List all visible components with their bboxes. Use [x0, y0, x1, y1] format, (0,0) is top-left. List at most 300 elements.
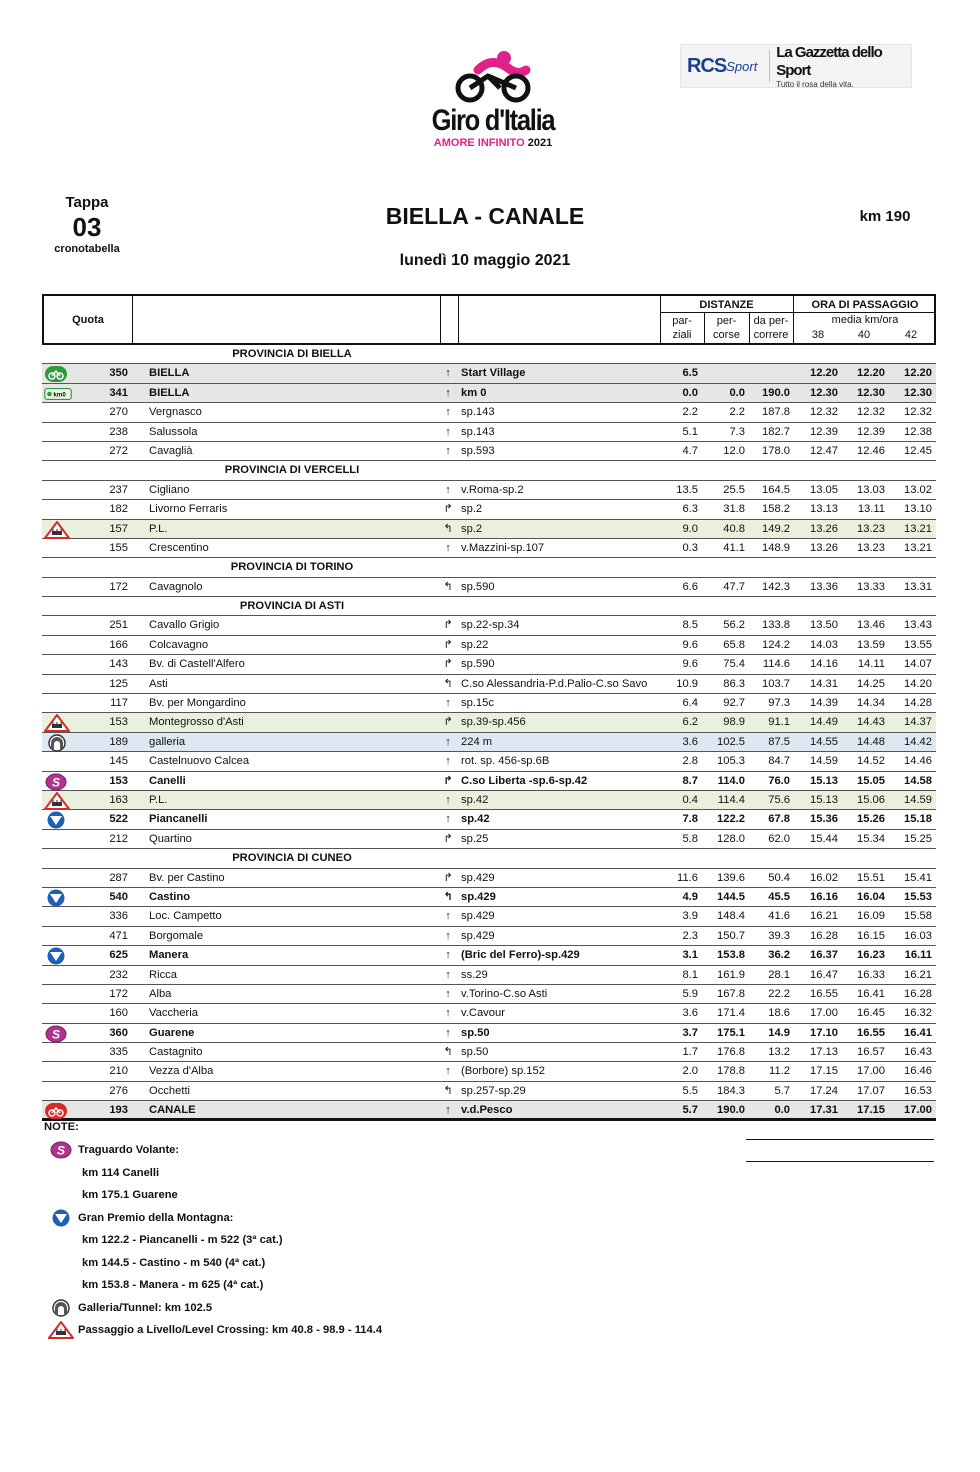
covered-distance-cell: 161.9 — [717, 968, 745, 981]
location-cell: Livorno Ferraris — [149, 503, 228, 516]
time-38-cell: 13.50 — [810, 619, 838, 632]
time-42-cell: 14.07 — [904, 658, 932, 671]
road-cell: sp.143 — [461, 406, 495, 419]
time-42-cell: 12.20 — [904, 367, 932, 380]
altitude-cell: 336 — [109, 910, 128, 923]
time-38-cell: 16.02 — [810, 871, 838, 884]
time-40-cell: 13.11 — [857, 503, 885, 516]
time-40-cell: 15.34 — [857, 832, 885, 845]
time-42-cell: 16.46 — [904, 1065, 932, 1078]
altitude-cell: 232 — [109, 968, 128, 981]
direction-arrow-icon: ↰ — [443, 677, 453, 690]
col-speed-38: 38 — [811, 329, 825, 341]
time-38-cell: 14.16 — [810, 658, 838, 671]
altitude-cell: 540 — [109, 890, 128, 903]
partial-distance-cell: 0.3 — [682, 541, 698, 554]
rcs-sport-text: Sport — [726, 58, 758, 74]
remaining-distance-cell: 97.3 — [768, 697, 790, 710]
altitude-cell: 625 — [109, 949, 128, 962]
time-42-cell: 15.58 — [904, 910, 932, 923]
province-name: PROVINCIA DI CUNEO — [232, 852, 352, 865]
partial-distance-cell: 8.1 — [682, 968, 698, 981]
partial-distance-cell: 6.5 — [682, 367, 698, 380]
table-row — [42, 752, 936, 771]
time-38-cell: 14.59 — [810, 755, 838, 768]
note-line — [44, 1274, 644, 1297]
remaining-distance-cell: 164.5 — [762, 483, 790, 496]
level-crossing-icon — [44, 792, 72, 810]
direction-arrow-icon: ↑ — [445, 949, 451, 962]
partial-distance-cell: 5.8 — [682, 832, 698, 845]
mountain-icon — [44, 811, 72, 829]
direction-arrow-icon: ↑ — [445, 697, 451, 710]
rcs-logo: RCS — [687, 54, 727, 77]
altitude-cell: 193 — [109, 1104, 128, 1117]
time-40-cell: 16.09 — [857, 910, 885, 923]
location-cell: Cavagnolo — [149, 580, 203, 593]
svg-text:km0: km0 — [53, 391, 66, 399]
time-40-cell: 12.39 — [857, 425, 885, 438]
direction-arrow-icon: ↑ — [445, 386, 451, 399]
time-38-cell: 16.37 — [810, 949, 838, 962]
svg-text:S: S — [52, 775, 61, 790]
time-42-cell: 16.32 — [904, 1007, 932, 1020]
covered-distance-cell: 122.2 — [717, 813, 745, 826]
signature-line — [746, 1161, 934, 1162]
road-cell: (Borbore) sp.152 — [461, 1065, 545, 1078]
cronotabella-table — [42, 294, 936, 1121]
partial-distance-cell: 6.6 — [682, 580, 698, 593]
altitude-cell: 172 — [109, 987, 128, 1000]
location-cell: Bv. per Castino — [149, 871, 225, 884]
location-cell: Castino — [149, 890, 191, 903]
altitude-cell: 335 — [109, 1046, 128, 1059]
covered-distance-cell: 148.4 — [717, 910, 745, 923]
altitude-cell: 157 — [109, 522, 128, 535]
partial-distance-cell: 6.3 — [682, 503, 698, 516]
partial-distance-cell: 3.6 — [682, 735, 698, 748]
remaining-distance-cell: 5.7 — [774, 1084, 790, 1097]
time-40-cell: 15.05 — [857, 774, 885, 787]
logo-year: 2021 — [527, 137, 553, 149]
col-quota: Quota — [72, 314, 104, 326]
partial-distance-cell: 3.1 — [682, 949, 698, 962]
partial-distance-cell: 2.3 — [682, 929, 698, 942]
road-cell: sp.2 — [461, 503, 483, 516]
province-row — [42, 597, 936, 616]
altitude-cell: 471 — [109, 929, 128, 942]
remaining-distance-cell: 22.2 — [768, 987, 790, 1000]
remaining-distance-cell: 91.1 — [768, 716, 790, 729]
tappa-label: Tappa — [65, 194, 109, 211]
time-38-cell: 14.03 — [810, 638, 838, 651]
covered-distance-cell: 31.8 — [723, 503, 745, 516]
remaining-distance-cell: 84.7 — [768, 755, 790, 768]
gazzetta-logo — [776, 44, 911, 89]
time-40-cell: 13.03 — [857, 483, 885, 496]
partial-distance-cell: 6.4 — [682, 697, 698, 710]
table-row — [42, 384, 936, 403]
remaining-distance-cell: 45.5 — [768, 890, 790, 903]
altitude-cell: 189 — [109, 735, 128, 748]
remaining-distance-cell: 187.8 — [762, 406, 790, 419]
direction-arrow-icon: ↰ — [443, 1046, 453, 1059]
covered-distance-cell: 176.8 — [717, 1046, 745, 1059]
time-38-cell: 16.16 — [810, 890, 838, 903]
table-row — [42, 810, 936, 829]
road-cell: sp.257-sp.29 — [461, 1084, 526, 1097]
direction-arrow-icon: ↱ — [443, 716, 453, 729]
location-cell: Bv. di Castell'Alfero — [149, 658, 245, 671]
gazzetta-name: La Gazzetta dello Sport — [776, 43, 882, 79]
col-distanze: DISTANZE — [699, 299, 754, 311]
stage-title: BIELLA - CANALE — [385, 203, 585, 229]
location-cell: galleria — [149, 735, 186, 748]
remaining-distance-cell: 28.1 — [768, 968, 790, 981]
time-42-cell: 13.02 — [904, 483, 932, 496]
location-cell: Occhetti — [149, 1084, 191, 1097]
remaining-distance-cell: 142.3 — [762, 580, 790, 593]
road-cell: v.Mazzini-sp.107 — [461, 541, 545, 554]
time-42-cell: 15.18 — [904, 813, 932, 826]
time-42-cell: 14.37 — [904, 716, 932, 729]
direction-arrow-icon: ↰ — [443, 580, 453, 593]
direction-arrow-icon: ↑ — [445, 987, 451, 1000]
road-cell: v.Roma-sp.2 — [461, 483, 524, 496]
altitude-cell: 350 — [109, 367, 128, 380]
time-42-cell: 14.20 — [904, 677, 932, 690]
remaining-distance-cell: 114.6 — [762, 658, 790, 671]
remaining-distance-cell: 87.5 — [768, 735, 790, 748]
time-40-cell: 13.59 — [857, 638, 885, 651]
covered-distance-cell: 92.7 — [723, 697, 745, 710]
road-cell: sp.143 — [461, 425, 495, 438]
table-row — [42, 1082, 936, 1101]
road-cell: sp.590 — [461, 580, 495, 593]
time-40-cell: 15.51 — [857, 871, 885, 884]
partial-distance-cell: 2.8 — [682, 755, 698, 768]
province-row — [42, 345, 936, 364]
road-cell: 224 m — [461, 735, 493, 748]
sprint-icon — [44, 773, 72, 791]
table-row — [42, 869, 936, 888]
road-cell: C.so Liberta -sp.6-sp.42 — [461, 774, 588, 787]
table-row — [42, 500, 936, 519]
altitude-cell: 287 — [109, 871, 128, 884]
road-cell: sp.39-sp.456 — [461, 716, 526, 729]
time-40-cell: 14.34 — [857, 697, 885, 710]
province-name: PROVINCIA DI ASTI — [239, 600, 345, 613]
location-cell: Vergnasco — [149, 406, 202, 419]
covered-distance-cell: 114.0 — [717, 774, 745, 787]
time-42-cell: 13.21 — [904, 541, 932, 554]
tunnel-icon — [44, 734, 72, 752]
col-ora: ORA DI PASSAGGIO — [811, 299, 919, 311]
road-cell: v.d.Pesco — [461, 1104, 513, 1117]
road-cell: sp.50 — [461, 1046, 489, 1059]
remaining-distance-cell: 50.4 — [768, 871, 790, 884]
province-name: PROVINCIA DI VERCELLI — [224, 464, 360, 477]
time-40-cell: 17.00 — [857, 1065, 885, 1078]
road-cell: sp.42 — [461, 793, 489, 806]
mountain-icon — [44, 889, 72, 907]
covered-distance-cell: 41.1 — [723, 541, 745, 554]
covered-distance-cell: 12.0 — [723, 444, 745, 457]
table-row — [42, 946, 936, 965]
covered-distance-cell: 105.3 — [717, 755, 745, 768]
time-42-cell: 15.41 — [904, 871, 932, 884]
direction-arrow-icon: ↑ — [445, 929, 451, 942]
notes-title: NOTE: — [44, 1121, 79, 1133]
table-row — [42, 694, 936, 713]
table-row — [42, 364, 936, 383]
covered-distance-cell: 139.6 — [717, 871, 745, 884]
location-cell: Crescentino — [149, 541, 209, 554]
altitude-cell: 182 — [109, 503, 128, 516]
time-38-cell: 13.13 — [810, 503, 838, 516]
location-cell: Piancanelli — [149, 813, 208, 826]
location-cell: Cavaglià — [149, 444, 193, 457]
note-line — [44, 1229, 644, 1252]
header-divider — [458, 296, 459, 343]
table-row — [42, 791, 936, 810]
direction-arrow-icon: ↱ — [443, 774, 453, 787]
covered-distance-cell: 144.5 — [717, 890, 745, 903]
col-percorse-2: corse — [713, 329, 740, 341]
remaining-distance-cell: 39.3 — [768, 929, 790, 942]
covered-distance-cell: 25.5 — [723, 483, 745, 496]
location-cell: Loc. Campetto — [149, 910, 222, 923]
covered-distance-cell: 153.8 — [717, 949, 745, 962]
time-38-cell: 16.55 — [810, 987, 838, 1000]
sprint-icon — [44, 1025, 72, 1043]
time-40-cell: 14.48 — [857, 735, 885, 748]
covered-distance-cell: 190.0 — [717, 1104, 745, 1117]
time-38-cell: 13.36 — [810, 580, 838, 593]
table-row — [42, 888, 936, 907]
time-40-cell: 13.23 — [857, 541, 885, 554]
note-gpm-3: km 153.8 - Manera - m 625 (4ª cat.) — [82, 1279, 264, 1292]
remaining-distance-cell: 41.6 — [768, 910, 790, 923]
remaining-distance-cell: 148.9 — [762, 541, 790, 554]
table-row — [42, 616, 936, 635]
time-40-cell: 12.32 — [857, 406, 885, 419]
time-38-cell: 13.05 — [810, 483, 838, 496]
time-40-cell: 16.33 — [857, 968, 885, 981]
partial-distance-cell: 6.2 — [682, 716, 698, 729]
partial-distance-cell: 1.7 — [682, 1046, 698, 1059]
location-cell: Castagnito — [149, 1046, 203, 1059]
time-40-cell: 13.46 — [857, 619, 885, 632]
time-40-cell: 15.06 — [857, 793, 885, 806]
note-sprint-2: km 175.1 Guarene — [82, 1189, 178, 1202]
time-42-cell: 13.21 — [904, 522, 932, 535]
table-row — [42, 1004, 936, 1023]
partial-distance-cell: 13.5 — [676, 483, 698, 496]
direction-arrow-icon: ↑ — [445, 406, 451, 419]
direction-arrow-icon: ↑ — [445, 793, 451, 806]
time-40-cell: 17.15 — [857, 1104, 885, 1117]
altitude-cell: 272 — [109, 444, 128, 457]
altitude-cell: 212 — [109, 832, 128, 845]
time-40-cell: 12.30 — [857, 386, 885, 399]
time-42-cell: 15.53 — [904, 890, 932, 903]
time-38-cell: 15.44 — [810, 832, 838, 845]
time-40-cell: 16.23 — [857, 949, 885, 962]
table-row — [42, 539, 936, 558]
road-cell: sp.15c — [461, 697, 494, 710]
time-42-cell: 16.41 — [904, 1026, 932, 1039]
table-body — [42, 345, 936, 1121]
remaining-distance-cell: 67.8 — [768, 813, 790, 826]
time-40-cell: 16.55 — [857, 1026, 885, 1039]
partial-distance-cell: 7.8 — [682, 813, 698, 826]
table-row — [42, 1062, 936, 1081]
remaining-distance-cell: 182.7 — [762, 425, 790, 438]
partial-distance-cell: 2.0 — [682, 1065, 698, 1078]
time-40-cell: 14.25 — [857, 677, 885, 690]
remaining-distance-cell: 149.2 — [762, 522, 790, 535]
col-dapercorrere-2: correre — [753, 329, 789, 341]
covered-distance-cell: 150.7 — [717, 929, 745, 942]
table-row — [42, 772, 936, 791]
tappa-sub: cronotabella — [54, 243, 120, 255]
table-row — [42, 481, 936, 500]
road-cell: sp.50 — [461, 1026, 490, 1039]
time-40-cell: 13.23 — [857, 522, 885, 535]
location-cell: Borgomale — [149, 929, 204, 942]
covered-distance-cell: 7.3 — [729, 425, 745, 438]
svg-text:S: S — [52, 1027, 61, 1042]
altitude-cell: 341 — [109, 386, 128, 399]
direction-arrow-icon: ↑ — [445, 910, 451, 923]
start-village-icon — [44, 365, 72, 383]
remaining-distance-cell: 13.2 — [768, 1046, 790, 1059]
altitude-cell: 163 — [109, 793, 128, 806]
time-42-cell: 16.11 — [904, 949, 932, 962]
time-38-cell: 12.32 — [810, 406, 838, 419]
table-row — [42, 403, 936, 422]
time-42-cell: 13.55 — [904, 638, 932, 651]
covered-distance-cell: 175.1 — [717, 1026, 745, 1039]
time-38-cell: 12.30 — [810, 386, 838, 399]
note-crossing — [44, 1319, 644, 1342]
location-cell: P.L. — [149, 793, 168, 806]
remaining-distance-cell: 190.0 — [762, 386, 790, 399]
partial-distance-cell: 8.7 — [682, 774, 698, 787]
finish-icon — [44, 1102, 72, 1120]
direction-arrow-icon: ↑ — [445, 1026, 451, 1039]
time-42-cell: 14.42 — [904, 735, 932, 748]
table-row — [42, 1101, 936, 1120]
covered-distance-cell: 171.4 — [717, 1007, 745, 1020]
covered-distance-cell: 2.2 — [729, 406, 745, 419]
road-cell: sp.593 — [461, 444, 495, 457]
road-cell: sp.22 — [461, 638, 489, 651]
altitude-cell: 153 — [109, 716, 128, 729]
cyclist-logo-icon — [448, 48, 538, 104]
sprint-icon — [44, 1140, 78, 1160]
remaining-distance-cell: 178.0 — [762, 444, 790, 457]
remaining-distance-cell: 158.2 — [762, 503, 790, 516]
time-42-cell: 14.28 — [904, 697, 932, 710]
time-38-cell: 15.13 — [810, 774, 838, 787]
altitude-cell: 125 — [109, 677, 128, 690]
altitude-cell: 143 — [109, 658, 128, 671]
remaining-distance-cell: 14.9 — [768, 1026, 790, 1039]
direction-arrow-icon: ↑ — [445, 968, 451, 981]
time-40-cell: 14.11 — [857, 658, 885, 671]
covered-distance-cell: 40.8 — [723, 522, 745, 535]
altitude-cell: 238 — [109, 425, 128, 438]
altitude-cell: 166 — [109, 638, 128, 651]
time-38-cell: 17.13 — [810, 1046, 838, 1059]
remaining-distance-cell: 103.7 — [762, 677, 790, 690]
direction-arrow-icon: ↑ — [445, 755, 451, 768]
road-cell: sp.42 — [461, 813, 490, 826]
direction-arrow-icon: ↱ — [443, 832, 453, 845]
direction-arrow-icon: ↑ — [445, 425, 451, 438]
partial-distance-cell: 3.6 — [682, 1007, 698, 1020]
table-row — [42, 966, 936, 985]
partial-distance-cell: 3.7 — [682, 1026, 698, 1039]
level-crossing-icon — [44, 1320, 78, 1340]
table-row — [42, 675, 936, 694]
time-40-cell: 17.07 — [857, 1084, 885, 1097]
table-row — [42, 423, 936, 442]
direction-arrow-icon: ↑ — [445, 1104, 451, 1117]
note-gpm-2: km 144.5 - Castino - m 540 (4ª cat.) — [82, 1256, 266, 1269]
time-42-cell: 16.28 — [904, 987, 932, 1000]
time-38-cell: 17.31 — [810, 1104, 838, 1117]
direction-arrow-icon: ↱ — [443, 658, 453, 671]
time-40-cell: 12.20 — [857, 367, 885, 380]
direction-arrow-icon: ↑ — [445, 541, 451, 554]
svg-text:S: S — [57, 1143, 66, 1158]
road-cell: C.so Alessandria-P.d.Palio-C.so Savo — [461, 677, 648, 690]
remaining-distance-cell: 62.0 — [768, 832, 790, 845]
col-dapercorrere-1: da per- — [753, 315, 789, 327]
covered-distance-cell: 75.4 — [723, 658, 745, 671]
province-name: PROVINCIA DI BIELLA — [232, 348, 352, 360]
note-line — [44, 1252, 644, 1275]
time-38-cell: 13.26 — [810, 541, 838, 554]
time-38-cell: 17.24 — [810, 1084, 838, 1097]
location-cell: Ricca — [149, 968, 177, 981]
altitude-cell: 360 — [109, 1026, 128, 1039]
location-cell: Vezza d'Alba — [149, 1065, 214, 1078]
partial-distance-cell: 5.5 — [682, 1084, 698, 1097]
road-cell: v.Cavour — [461, 1007, 505, 1020]
covered-distance-cell: 86.3 — [723, 677, 745, 690]
note-tunnel-text: Galleria/Tunnel: km 102.5 — [78, 1301, 213, 1314]
time-40-cell: 12.46 — [857, 444, 885, 457]
partial-distance-cell: 4.9 — [682, 890, 698, 903]
table-row — [42, 655, 936, 674]
road-cell: km 0 — [461, 386, 487, 399]
tunnel-icon — [44, 1298, 78, 1318]
partial-distance-cell: 0.0 — [682, 386, 698, 399]
remaining-distance-cell: 0.0 — [774, 1104, 790, 1117]
time-42-cell: 12.32 — [904, 406, 932, 419]
header-divider — [440, 296, 441, 343]
col-speed-40: 40 — [857, 329, 871, 341]
covered-distance-cell: 98.9 — [723, 716, 745, 729]
time-40-cell: 14.43 — [857, 716, 885, 729]
time-38-cell: 14.55 — [810, 735, 838, 748]
partial-distance-cell: 10.9 — [676, 677, 698, 690]
time-42-cell: 13.43 — [904, 619, 932, 632]
